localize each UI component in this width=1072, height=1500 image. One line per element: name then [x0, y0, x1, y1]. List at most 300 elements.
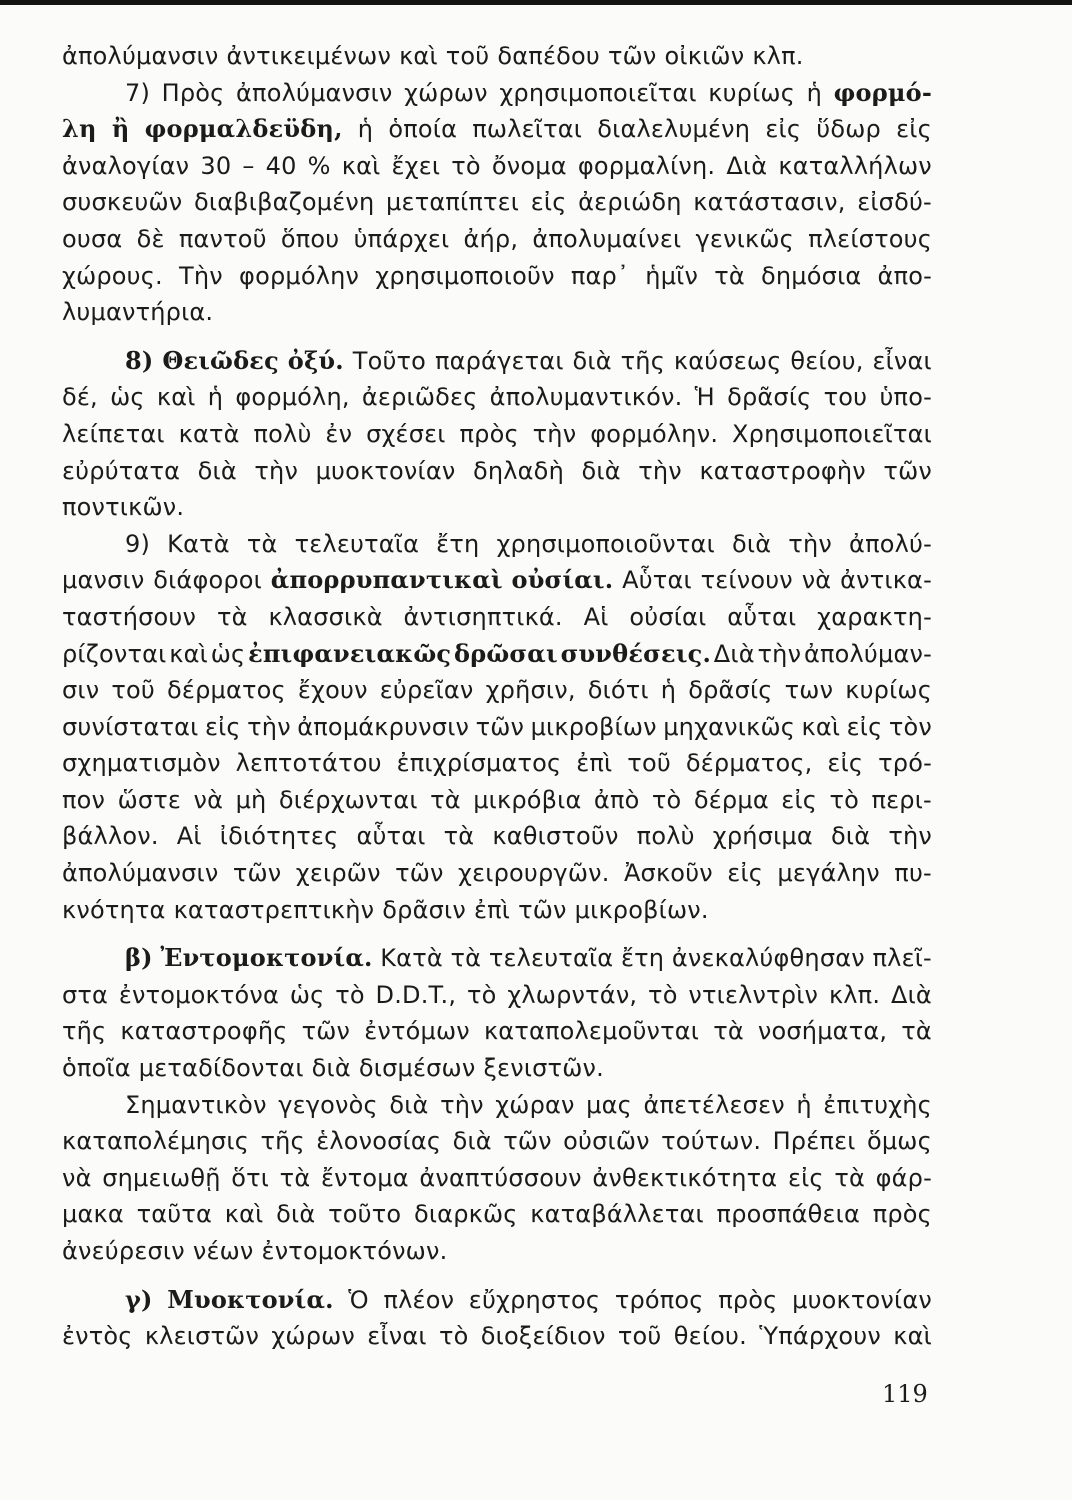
word: οἰκιῶν — [664, 42, 745, 70]
word: ἡ — [796, 1090, 812, 1119]
word: ἐντόμων — [364, 1017, 470, 1046]
word: κλπ. — [828, 980, 881, 1009]
text-line — [62, 599, 932, 636]
bold-term: ἢ — [111, 114, 130, 144]
word: εἰς — [781, 785, 818, 814]
word: συνίσταται — [62, 712, 199, 741]
word: χλωρντάν, — [507, 980, 638, 1009]
text-line — [62, 636, 932, 673]
word: τὰ — [714, 261, 745, 290]
word: D.D.T., — [375, 980, 457, 1009]
word: καταβάλλεται — [530, 1200, 704, 1229]
word: ἀπολυμαίνει — [532, 224, 682, 253]
word: εἶναι — [872, 346, 932, 375]
word: εἰς — [765, 115, 802, 144]
word: ἐντομοκτόνων. — [261, 1237, 448, 1265]
word: Διὰ — [713, 639, 755, 668]
word: ἡ — [806, 78, 823, 107]
word: Κατὰ — [167, 529, 230, 558]
word: τῶν — [883, 456, 932, 485]
word: Αὗται — [622, 566, 692, 595]
word: διὰ — [572, 346, 612, 375]
word: παρ᾽ — [570, 261, 630, 290]
word: δρᾶσίς — [688, 676, 773, 705]
word: τὸ — [451, 151, 481, 180]
word: ἰδιότητες — [219, 822, 339, 851]
word: κλειστῶν — [144, 1322, 260, 1351]
word: των — [784, 676, 834, 705]
text-line — [62, 977, 932, 1014]
text-line — [62, 294, 932, 331]
text-line — [62, 75, 932, 112]
paragraph-gap — [62, 928, 932, 940]
word: χώρων — [404, 78, 488, 107]
paragraph-gap — [62, 1270, 932, 1282]
word: μικροβίων. — [574, 895, 709, 924]
word: ἀπο- — [877, 261, 932, 290]
word: χρησιμοποιοῦνται — [496, 529, 715, 558]
word: μας — [586, 1090, 632, 1119]
word: ἐπιτυχὴς — [823, 1090, 932, 1119]
word: διαλελυμένη — [597, 115, 751, 144]
word: κλασσικὰ — [268, 602, 383, 631]
word: τὴν — [532, 419, 577, 448]
word: διαρκῶς — [413, 1200, 518, 1229]
word: εἰσδύ- — [857, 188, 932, 217]
word: ἡ — [660, 676, 677, 705]
word: καταστροφὴν — [699, 456, 866, 485]
word: ἀντικα- — [840, 566, 932, 595]
text-line — [62, 855, 932, 892]
word: περι- — [871, 785, 932, 814]
bold-term: ἐπιφανειακῶς — [248, 638, 452, 668]
word: πλεῖ- — [872, 944, 932, 973]
text-line — [62, 1160, 932, 1197]
bold-term: φορμαλδεϋδη, — [144, 114, 343, 144]
word: καὶ — [801, 712, 841, 741]
word: ἑλονοσίας — [316, 1127, 442, 1156]
word: διότι — [587, 676, 649, 705]
word: ταστήσουν — [62, 602, 197, 631]
word: ἀήρ, — [463, 224, 519, 253]
word: παράγεται — [434, 346, 564, 375]
word: νὰ — [193, 785, 224, 814]
word: Πρέπει — [772, 1127, 856, 1156]
word: ἔτη — [436, 529, 480, 558]
word: ἔτη — [620, 944, 665, 973]
word: διαβιβαζομένη — [194, 188, 375, 217]
word: ἀπολύμανσιν — [62, 42, 219, 70]
word: καὶ — [156, 383, 196, 412]
word: ἔχουν — [297, 676, 368, 705]
text-line — [62, 1050, 932, 1087]
word: χαρακτη- — [817, 602, 932, 631]
word: καταστρεπτικὴν — [173, 895, 375, 924]
text-line — [62, 745, 932, 782]
word: πλέον — [383, 1285, 455, 1314]
word: χρησιμοποιεῖται — [499, 78, 697, 107]
word: δὲ — [136, 224, 165, 253]
word: γενικῶς — [695, 224, 794, 253]
word: ἀπὸ — [593, 785, 640, 814]
bold-term: β) — [125, 943, 153, 973]
word: % — [307, 151, 331, 180]
word: ἀντικειμένων — [226, 42, 392, 70]
word: τὸ — [438, 1322, 469, 1351]
word: μεγάλην — [777, 859, 880, 888]
word: τὴν — [247, 712, 291, 741]
word: Κατὰ — [380, 944, 443, 973]
word: ὁποία — [388, 115, 458, 144]
word: εἰς — [846, 712, 883, 741]
text-line — [62, 1282, 932, 1319]
word: αὗται — [727, 602, 797, 631]
word: τοῦ — [617, 1322, 662, 1351]
word: ὑπάρχει — [353, 224, 450, 253]
word: τὰ — [713, 1017, 744, 1046]
bold-term: 8) — [125, 345, 154, 375]
word: Πρὸς — [161, 78, 225, 107]
bold-term: Μυοκτονία. — [167, 1284, 334, 1314]
word: νὰ — [801, 566, 832, 595]
word: μικροβίων — [530, 712, 657, 741]
word: ἀνεύρεσιν — [62, 1237, 185, 1265]
word: τῶν — [232, 859, 282, 888]
page-number: 119 — [882, 1380, 928, 1408]
word: τὰ — [450, 944, 482, 973]
text-line — [62, 562, 932, 599]
word: ξενιστῶν. — [483, 1054, 604, 1083]
word: παντοῦ — [178, 224, 267, 253]
text-line — [62, 148, 932, 185]
word: 9) — [125, 529, 151, 558]
word: ἀντισηπτικά. — [403, 602, 563, 631]
word: Ἡ — [694, 383, 715, 412]
word: διὰ — [276, 1200, 316, 1229]
word: σχηματισμὸν — [62, 749, 221, 778]
word: ἀναπτύσσουν — [419, 1163, 582, 1192]
word: τούτων. — [661, 1127, 762, 1156]
word: θείου, — [790, 346, 864, 375]
text-line — [62, 1013, 932, 1050]
word: ἔχει — [391, 151, 441, 180]
word: ὄνομα — [491, 151, 567, 180]
text-line — [62, 38, 932, 75]
bold-term: ὀξύ. — [287, 345, 344, 375]
word: διάφοροι — [153, 566, 262, 595]
word: τὰ — [279, 1163, 311, 1192]
word: φορμόλην — [239, 261, 360, 290]
word: βάλλον. — [62, 822, 159, 851]
word: τελευταῖα — [488, 944, 614, 973]
word: ἐπὶ — [576, 749, 613, 778]
text-line — [62, 1233, 932, 1270]
word: συσκευῶν — [62, 188, 183, 217]
text-line — [62, 818, 932, 855]
word: εἰς — [204, 712, 241, 741]
word: γεγονὸς — [278, 1090, 378, 1119]
word: τοῦ — [445, 42, 490, 70]
word: ἀπολυμαντικόν. — [489, 383, 683, 412]
word: κυρίως — [708, 78, 796, 107]
text-line — [62, 1196, 932, 1233]
word: πολὺ — [636, 822, 695, 851]
text-line — [62, 782, 932, 819]
word: κνότητα — [62, 895, 166, 924]
word: τὸν — [888, 712, 932, 741]
word: σχέσει — [366, 419, 446, 448]
word: δέρματος — [167, 676, 286, 705]
word: καύσεως — [673, 346, 782, 375]
word: ντιελντρὶν — [688, 980, 819, 1009]
word: 40 — [265, 151, 297, 180]
word: καὶ — [399, 42, 438, 70]
word: πυ- — [894, 859, 932, 888]
word: τὰ — [834, 1163, 865, 1192]
word: δέρματος, — [685, 749, 813, 778]
word: διὰ — [831, 822, 871, 851]
word: τείνουν — [700, 566, 793, 595]
word: εὐρεῖαν — [379, 676, 474, 705]
word: δρᾶσιν — [382, 895, 466, 924]
word: μὴ — [235, 785, 267, 814]
text-line — [62, 940, 932, 977]
text-line — [62, 111, 932, 148]
word: μακα — [62, 1200, 124, 1229]
word: μυοκτονίαν — [792, 1285, 932, 1314]
word: πρὸς — [872, 1200, 932, 1229]
word: νὰ — [62, 1163, 92, 1192]
text-line — [62, 416, 932, 453]
word: ἔντομα — [320, 1163, 409, 1192]
text-line — [62, 1123, 932, 1160]
word: εἰς — [827, 749, 864, 778]
word: δημόσια — [761, 261, 862, 290]
text-line — [62, 343, 932, 380]
word: χειρουργῶν. — [458, 859, 610, 888]
word: τῶν — [503, 1127, 552, 1156]
word: τὸ — [651, 785, 682, 814]
word: τῶν — [518, 895, 567, 924]
word: ὥστε — [117, 785, 182, 814]
word: χώραν — [495, 1090, 575, 1119]
word: Τοῦτο — [352, 346, 427, 375]
word: αὗται — [356, 822, 426, 851]
word: οὐσίαι — [629, 602, 707, 631]
word: χώρων — [271, 1322, 356, 1351]
word: διοξείδιον — [480, 1322, 606, 1351]
bold-term: δρῶσαι — [453, 638, 558, 668]
word: ἡ — [357, 115, 374, 144]
word: τὴν — [888, 822, 932, 851]
bold-term: Ἐντομοκτονία. — [160, 943, 373, 973]
word: ὁποῖα — [62, 1054, 131, 1083]
word: καταστροφῆς — [120, 1017, 288, 1046]
word: τὸ — [648, 980, 678, 1009]
word: ὡς — [210, 639, 246, 668]
bold-term: λη — [62, 114, 97, 144]
word: ἀνθεκτικότητα — [592, 1163, 778, 1192]
word: στα — [62, 980, 109, 1009]
word: ἀπολύ- — [849, 529, 932, 558]
word: νέων — [192, 1237, 254, 1265]
word: δηλαδὴ — [472, 456, 564, 485]
word: ἀπομάκρυνσιν — [297, 712, 470, 741]
word: ἀεριῶδες — [361, 383, 478, 412]
word: τοῦ — [627, 749, 671, 778]
word: διὰ — [389, 1090, 429, 1119]
word: χρησιμοποιοῦν — [375, 261, 555, 290]
word: εὔχρηστος — [468, 1285, 601, 1314]
word: μυοκτονίαν — [315, 456, 456, 485]
word: δέρμα — [693, 785, 769, 814]
word: ἐπιχρίσματος — [396, 749, 562, 778]
word: διὰ — [581, 456, 621, 485]
word: σιν — [62, 676, 100, 705]
word: δαπέδου — [497, 42, 600, 70]
word: ὕδωρ — [816, 115, 881, 144]
word: τῆς — [620, 346, 665, 375]
text-line — [62, 1318, 932, 1355]
word: τὴν — [757, 639, 802, 668]
text-line — [62, 184, 932, 221]
word: 30 — [200, 151, 232, 180]
bold-term: ἀπορρυπαντικαὶ — [270, 565, 503, 595]
word: Διὰ — [726, 151, 768, 180]
word: τὸ — [829, 785, 860, 814]
word: φορμόλην. — [590, 419, 719, 448]
word: φορμαλίνη. — [577, 151, 716, 180]
word: ταῦτα — [136, 1200, 213, 1229]
word: χειρῶν — [295, 859, 381, 888]
word: πολὺ — [253, 419, 312, 448]
word: τρό- — [878, 749, 932, 778]
word: τὴν — [638, 456, 682, 485]
word: εἶναι — [367, 1322, 427, 1351]
word: Τὴν — [179, 261, 223, 290]
word: καθιστοῦν — [492, 822, 619, 851]
text-line — [62, 453, 932, 490]
word: κατάστασιν, — [693, 188, 846, 217]
word: δέ, — [62, 383, 98, 412]
word: διὰ — [731, 529, 772, 558]
word: Σημαντικὸν — [125, 1090, 267, 1119]
word: διὰ — [197, 456, 237, 485]
word: τῶν — [475, 712, 525, 741]
word: χώρους. — [62, 261, 163, 290]
word: τὸ — [467, 980, 497, 1009]
word: ὅμως — [866, 1127, 932, 1156]
word: τῶν — [301, 1017, 351, 1046]
text-line — [62, 221, 932, 258]
word: εὐρύτατα — [62, 456, 181, 485]
text-line — [62, 379, 932, 416]
word: ἀπολύμανσιν — [62, 859, 219, 888]
word: ρίζονται — [62, 639, 167, 668]
word: Χρησιμοποιεῖται — [732, 419, 932, 448]
word: τὰ — [216, 602, 248, 631]
word: μανσιν — [62, 566, 145, 595]
word: τὰ — [430, 785, 461, 814]
word: κλπ. — [752, 42, 804, 70]
bold-term: γ) — [125, 1284, 153, 1314]
word: χρήσιμα — [712, 822, 813, 851]
word: 7) — [125, 78, 151, 107]
word: τῆς — [62, 1017, 107, 1046]
word: ὑπο- — [879, 383, 932, 412]
word: κατὰ — [178, 419, 240, 448]
word: τῶν — [395, 859, 444, 888]
word: τὰ — [901, 1017, 932, 1046]
text-line — [62, 489, 932, 526]
word: Αἱ — [583, 602, 609, 631]
text-line — [62, 258, 932, 295]
word: ἀπολύμανσιν — [236, 78, 393, 107]
word: λυμαντήρια. — [62, 298, 214, 327]
word: καὶ — [893, 1322, 932, 1351]
word: εἰς — [727, 859, 764, 888]
word: δισμέσων — [358, 1054, 476, 1083]
word: εἰς — [530, 188, 567, 217]
word: ἐν — [325, 419, 353, 448]
word: ποντικῶν. — [62, 493, 185, 522]
bold-term: φορμό- — [833, 77, 932, 107]
word: καὶ — [169, 639, 208, 668]
word: ἐντὸς — [62, 1322, 133, 1351]
word: ὅτι — [231, 1163, 270, 1192]
word: ἀπετέλεσεν — [643, 1090, 785, 1119]
word: νοσήματα, — [757, 1017, 888, 1046]
word: πρὸς — [459, 419, 519, 448]
word: Ἀσκοῦν — [623, 859, 713, 888]
word: καταλλήλων — [778, 151, 932, 180]
word: ἡμῖν — [645, 261, 699, 290]
word: μικρόβια — [473, 785, 582, 814]
word: διὰ — [452, 1127, 492, 1156]
paragraph-gap — [62, 331, 932, 343]
word: προσπάθεια — [716, 1200, 860, 1229]
word: ἡ — [207, 383, 224, 412]
word: σημειωθῇ — [102, 1163, 221, 1192]
scan-top-edge — [0, 0, 1072, 5]
word: πον — [62, 785, 106, 814]
page-body — [62, 38, 932, 1355]
word: ὡς — [110, 383, 145, 412]
bold-term: οὐσίαι. — [511, 565, 614, 595]
word: ἀεριώδη — [578, 188, 682, 217]
word: διέρχωνται — [278, 785, 418, 814]
text-line — [62, 709, 932, 746]
word: τὴν — [254, 456, 299, 485]
word: λεπτοτάτου — [235, 749, 382, 778]
word: πωλεῖται — [472, 115, 583, 144]
word: πρὸς — [718, 1285, 778, 1314]
word: τὰ — [246, 529, 278, 558]
word: οὐσιῶν — [563, 1127, 650, 1156]
word: καὶ — [224, 1200, 264, 1229]
text-line — [62, 672, 932, 709]
word: ἀνεκαλύφθησαν — [671, 944, 865, 973]
word: διὰ — [311, 1054, 351, 1083]
word: λείπεται — [62, 419, 165, 448]
word: ἐπὶ — [473, 895, 511, 924]
word: φορμόλη, — [235, 383, 350, 412]
word: ὡς — [289, 980, 325, 1009]
word: Ὑπάρχουν — [759, 1322, 881, 1351]
word: μηχανικῶς — [663, 712, 796, 741]
word: καὶ — [341, 151, 381, 180]
word: ουσα — [62, 224, 123, 253]
